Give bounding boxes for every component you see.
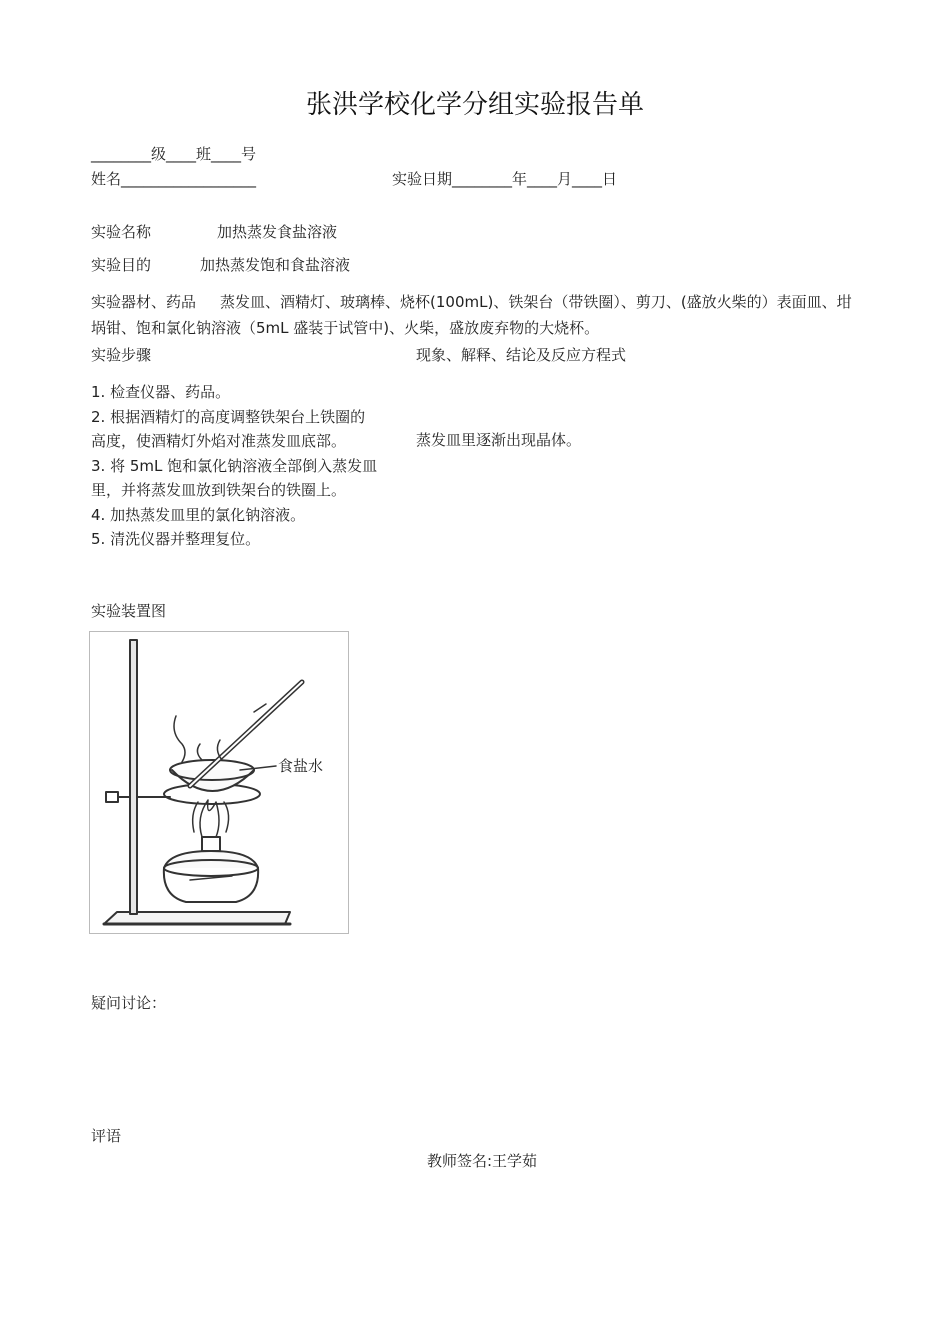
step-line: 里，并将蒸发皿放到铁架台的铁圈上。: [91, 481, 347, 499]
report-title: 张洪学校化学分组实验报告单: [305, 90, 644, 120]
discussion-label: 疑问讨论：: [91, 994, 167, 1012]
step-line: 3. 将 5mL 饱和氯化钠溶液全部倒入蒸发皿: [91, 456, 378, 475]
step-line: 高度，使酒精灯外焰对准蒸发皿底部。: [91, 432, 347, 450]
salt-water-label: 食盐水: [278, 757, 324, 775]
comment-label: 评语: [91, 1127, 122, 1145]
step-line: 5. 清洗仪器并整理复位。: [91, 530, 261, 548]
name-line: 姓名__________________: [91, 170, 257, 188]
apparatus-label: 实验装置图: [91, 602, 167, 620]
experiment-purpose-value: 加热蒸发饱和食盐溶液: [200, 256, 351, 274]
equipment-paragraph: [91, 289, 866, 341]
date-line: 实验日期________年____月____日: [392, 170, 618, 188]
step-line: 1. 检查仪器、药品。: [91, 383, 231, 401]
experiment-purpose-label: 实验目的: [91, 256, 152, 274]
steps-header: 实验步骤: [91, 346, 152, 364]
teacher-signature: 教师签名:王学茹: [427, 1152, 538, 1170]
apparatus-figure: [89, 631, 349, 934]
experiment-name-label: 实验名称: [91, 223, 152, 241]
class-number-line: ________级____班____号: [91, 145, 257, 163]
phenomena-header: 现象、解释、结论及反应方程式: [416, 346, 627, 364]
evaporation-apparatus-drawing: [90, 632, 348, 933]
equipment-value: 蒸发皿、酒精灯、玻璃棒、烧杯(100mL)、铁架台（带铁圈）、剪刀、(盛放火柴的）表面皿、坩埚钳、饱和氯化钠溶液（5mL 盛装于试管中)、火柴，盛放废弃物的大烧杯。: [91, 293, 852, 337]
phenomenon-text: 蒸发皿里逐渐出现晶体。: [416, 431, 582, 449]
experiment-name-value: 加热蒸发食盐溶液: [217, 223, 338, 241]
equipment-label: 实验器材、药品: [91, 293, 197, 311]
step-line: 4. 加热蒸发皿里的氯化钠溶液。: [91, 505, 306, 524]
step-line: 2. 根据酒精灯的高度调整铁架台上铁圈的: [91, 407, 366, 426]
steps-list: [91, 380, 411, 552]
